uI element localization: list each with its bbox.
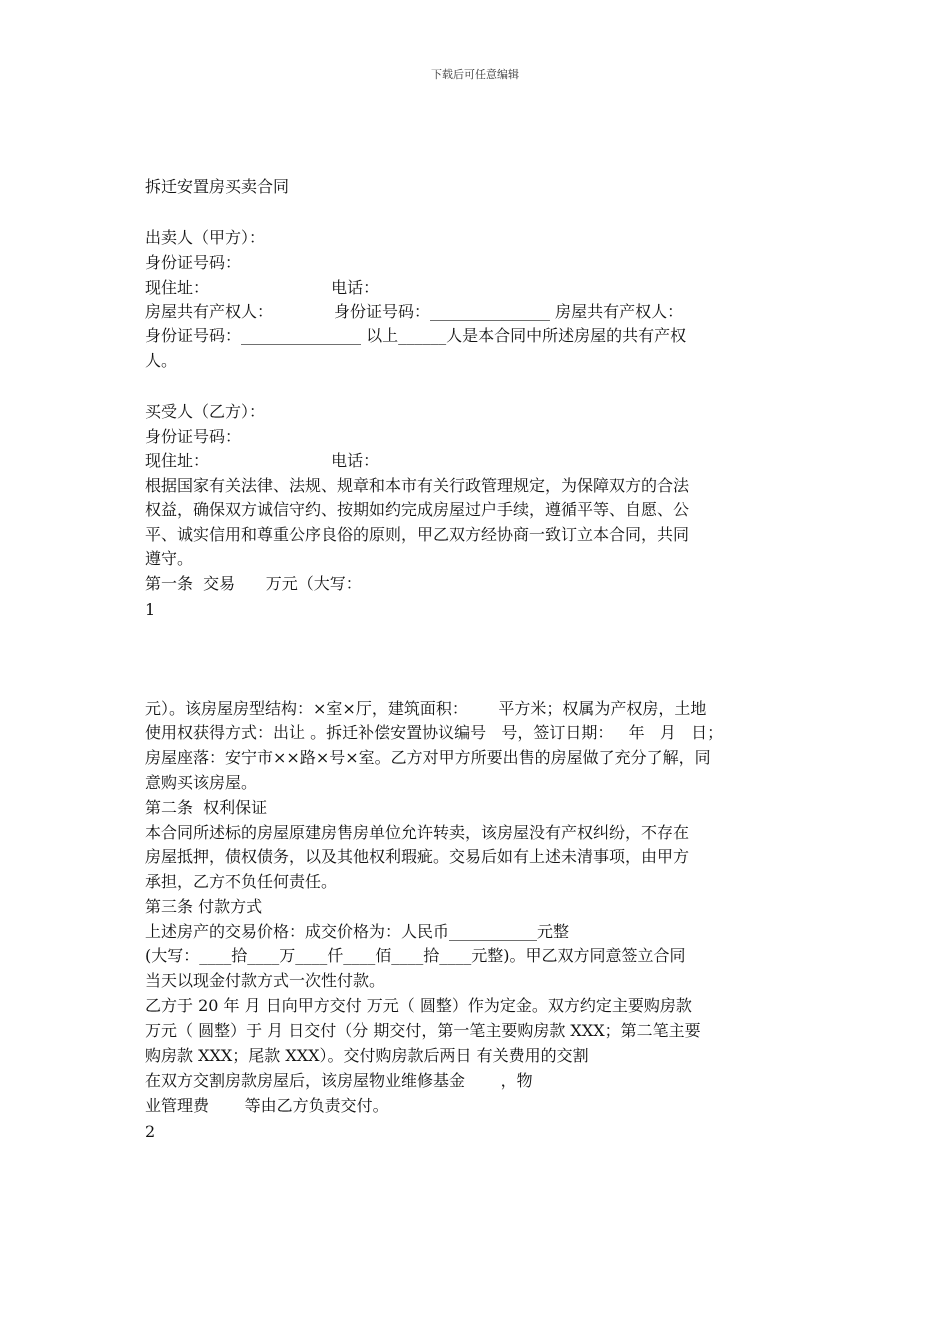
- text-line: 买受人（乙方）：: [145, 402, 266, 421]
- text-line: 元）。该房屋房型结构：×室×厅，建筑面积： 平方米；权属为产权房，土地: [145, 699, 707, 718]
- document-title: 拆迁安置房买卖合同: [145, 177, 290, 196]
- text-line: 人。: [145, 351, 178, 370]
- text-line: 业管理费 等由乙方负责交付。: [145, 1096, 389, 1115]
- text-line: 上述房产的交易价格：成交价格为：人民币___________元整: [145, 922, 570, 941]
- text-line: 身份证号码：_______________ 以上______人是本合同中所述房屋的共有产权: [145, 326, 687, 345]
- text-line: 购房款 XXX；尾款 XXX）。交付购房款后两日 有关费用的交割: [145, 1046, 589, 1065]
- text-line: 在双方交割房款房屋后，该房屋物业维修基金 ，物: [145, 1071, 533, 1090]
- text-line: 第三条 付款方式: [145, 897, 263, 916]
- text-line: 遵守。: [145, 549, 194, 568]
- text-line: 本合同所述标的房屋原建房售房单位允许转卖，该房屋没有产权纠纷，不存在: [145, 823, 690, 842]
- text-line: 房屋抵押，债权债务，以及其他权利瑕疵。交易后如有上述未清事项，由甲方: [145, 847, 690, 866]
- text-line: 第二条 权利保证: [145, 798, 268, 817]
- page-number: 1: [145, 600, 156, 619]
- page-number: 2: [145, 1122, 156, 1141]
- text-line: 房屋座落：安宁市××路×号×室。乙方对甲方所要出售的房屋做了充分了解，同: [145, 748, 711, 767]
- text-line: 当天以现金付款方式一次性付款。: [145, 971, 386, 990]
- text-line: 平、诚实信用和尊重公序良俗的原则，甲乙双方经协商一致订立本合同，共同: [145, 525, 690, 544]
- text-line: 身份证号码：: [145, 253, 242, 272]
- text-line: 承担，乙方不负任何责任。: [145, 872, 338, 891]
- text-line: 万元（ 圆整）于 月 日交付（分 期交付，第一笔主要购房款 XXX；第二笔主要: [145, 1021, 701, 1040]
- text-line: 权益，确保双方诚信守约、按期如约完成房屋过户手续，遵循平等、自愿、公: [145, 500, 690, 519]
- page-header: 下载后可任意编辑: [431, 68, 519, 81]
- text-line: 第一条 交易 万元（大写：: [145, 574, 362, 593]
- text-line: (大写：____拾____万____仟____佰____拾____元整)。甲乙双方同意签立合同: [145, 946, 686, 965]
- text-line: 根据国家有关法律、法规、规章和本市有关行政管理规定，为保障双方的合法: [145, 476, 690, 495]
- text-line: 现住址： 电话：: [145, 451, 380, 470]
- text-line: 现住址： 电话：: [145, 278, 380, 297]
- text-line: 使用权获得方式：出让 。拆迁补偿安置协议编号 号，签订日期： 年 月 日；: [145, 723, 724, 742]
- text-line: 乙方于 20 年 月 日向甲方交付 万元（ 圆整）作为定金。双方约定主要购房款: [145, 996, 692, 1015]
- text-line: 意购买该房屋。: [145, 773, 258, 792]
- text-line: 出卖人（甲方）：: [145, 228, 266, 247]
- text-line: 身份证号码：: [145, 427, 242, 446]
- text-line: 房屋共有产权人： 身份证号码：_______________ 房屋共有产权人：: [145, 302, 684, 321]
